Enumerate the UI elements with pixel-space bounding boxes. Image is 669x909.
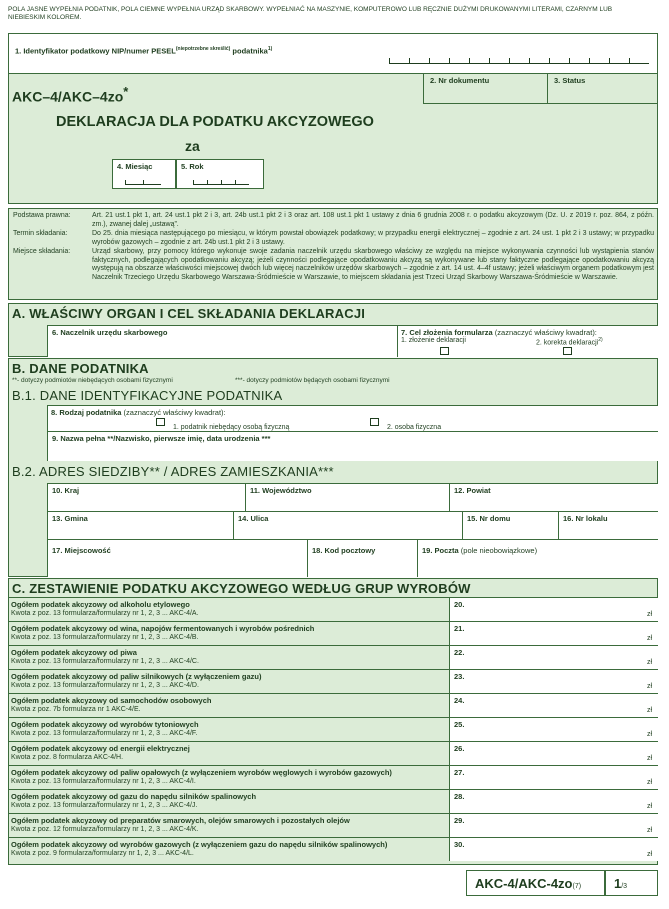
row-subtitle: Kwota z poz. 9 formularza/formularzy nr 1, 2, 3 ... AKC-4/L. xyxy=(11,850,194,857)
amount-field[interactable] xyxy=(449,814,658,837)
full-name-field[interactable] xyxy=(47,431,658,461)
purpose-option-1-label: 1. złożenie deklaracji xyxy=(401,337,466,344)
commune-field[interactable] xyxy=(47,511,233,539)
month-field[interactable] xyxy=(112,159,176,189)
street-label: 14. Ulica xyxy=(238,514,269,523)
status-field xyxy=(547,74,657,104)
currency-label: zł xyxy=(646,731,652,738)
currency-label: zł xyxy=(646,635,652,642)
city-field[interactable] xyxy=(47,539,307,577)
page-number: 1/3 xyxy=(614,876,628,891)
amount-field[interactable] xyxy=(449,718,658,741)
county-field[interactable] xyxy=(449,483,658,511)
apartment-number-field[interactable] xyxy=(558,511,658,539)
row-subtitle: Kwota z poz. 7b formularza nr 1 AKC-4/E. xyxy=(11,706,141,713)
row-description xyxy=(8,694,449,717)
apartment-number-label: 16. Nr lokalu xyxy=(563,514,608,523)
taxpayer-type-1-checkbox[interactable] xyxy=(156,418,165,426)
row-title: Ogółem podatek akcyzowy od preparatów smarowych, olejów smarowych i pozostałych olejów xyxy=(11,816,350,825)
tax-office-field[interactable] xyxy=(47,325,397,357)
amount-field[interactable] xyxy=(449,838,658,861)
house-number-label: 15. Nr domu xyxy=(467,514,511,523)
currency-label: zł xyxy=(646,779,652,786)
row-description xyxy=(8,838,449,861)
za-label: za xyxy=(185,138,200,154)
amount-field-number: 27. xyxy=(454,768,465,777)
amount-field-number: 22. xyxy=(454,648,465,657)
section-a xyxy=(8,303,658,357)
currency-label: zł xyxy=(646,659,652,666)
amount-field[interactable] xyxy=(449,766,658,789)
table-row xyxy=(8,717,658,741)
page-number-box xyxy=(605,870,658,896)
table-row xyxy=(8,621,658,645)
footer-code-box xyxy=(466,870,605,896)
section-b-title: B. DANE PODATNIKA xyxy=(12,361,149,376)
status-label: 3. Status xyxy=(554,76,586,85)
post-office-label: 19. Poczta (pole nieobowiązkowe) xyxy=(422,546,538,555)
section-b1-title: B.1. DANE IDENTYFIKACYJNE PODATNIKA xyxy=(12,388,283,403)
country-field[interactable] xyxy=(47,483,245,511)
row-title: Ogółem podatek akcyzowy od energii elektrycznej xyxy=(11,744,190,753)
taxpayer-type-label: 8. Rodzaj podatnika (zaznaczyć właściwy kwadrat): xyxy=(51,408,226,417)
amount-field[interactable] xyxy=(449,622,658,645)
amount-field[interactable] xyxy=(449,646,658,669)
deadline-key: Termin składania: xyxy=(13,230,68,237)
deadline-value: Do 25. dnia miesiąca następującego po miesiącu, w którym powstał obowiązek podatkowy; w przypadku energii elektrycznej – zgodnie z art. 24 ust. 1 pkt 2 i 3 ustawy; w przypadku wyrobów gazowych – zgodnie z art. 24b ust.1 pkt 2 i 3 ustawy. xyxy=(92,230,654,246)
taxpayer-type-field xyxy=(47,405,658,431)
row-title: Ogółem podatek akcyzowy od piwa xyxy=(11,648,137,657)
row-title: Ogółem podatek akcyzowy od wina, napojów fermentowanych i wyrobów pośrednich xyxy=(11,624,315,633)
county-label: 12. Powiat xyxy=(454,486,491,495)
section-b xyxy=(8,358,658,577)
note-non-person: **- dotyczy podmiotów niebędących osobami fizycznymi xyxy=(12,377,173,384)
table-row xyxy=(8,597,658,621)
row-description xyxy=(8,622,449,645)
row-subtitle: Kwota z poz. 13 formularza/formularzy nr 1, 2, 3 ... AKC-4/D. xyxy=(11,682,199,689)
house-number-field[interactable] xyxy=(462,511,558,539)
table-row xyxy=(8,837,658,861)
place-value: Urząd skarbowy, przy pomocy którego wykonuje swoje zadania naczelnik urzędu skarbowego właściwy ze względu na miejsce wykonywania czynności lub wystąpienia stanów faktycznych, podlegających opodatkowaniu akcyzą; jeżeli czynności podlegające opodatkowaniu akcyzą są wykonywane lub stany faktyczne podlegające opodatkowaniu akcyzą występują na obszarze właściwości miejscowej dwóch lub więcej naczelników urzędów skarbowych – zgodnie z art. 14 ust. 4–4f ustawy; jeżeli właściwym organem podatkowym jest Naczelnik Trzeciego Urzędu Skarbowego Warszawa-Śródmieście w Warszawie, to miejscem składania jest Trzeci Urząd Skarbowy Warszawa-Śródmieście w Warszawie. xyxy=(92,248,654,281)
currency-label: zł xyxy=(646,851,652,858)
table-row xyxy=(8,813,658,837)
currency-label: zł xyxy=(646,755,652,762)
row-subtitle: Kwota z poz. 12 formularza/formularzy nr 1, 2, 3 ... AKC-4/K. xyxy=(11,826,199,833)
amount-field-number: 26. xyxy=(454,744,465,753)
row-description xyxy=(8,742,449,765)
amount-field-number: 23. xyxy=(454,672,465,681)
row-title: Ogółem podatek akcyzowy od paliw opałowych (z wyłączeniem wyrobów węglowych i wyrobów gazowych) xyxy=(11,768,392,777)
amount-field-number: 20. xyxy=(454,600,465,609)
document-number-field xyxy=(423,74,547,104)
row-description xyxy=(8,598,449,621)
nip-label: 1. Identyfikator podatkowy NIP/numer $PESEL^{(niepotrzebne skreślić)}$ podatnika$^{1)}$ xyxy=(15,46,273,56)
currency-label: zł xyxy=(646,611,652,618)
row-description xyxy=(8,766,449,789)
row-description xyxy=(8,670,449,693)
row-title: Ogółem podatek akcyzowy od wyrobów tytoniowych xyxy=(11,720,199,729)
row-subtitle: Kwota z poz. 8 formularza AKC-4/H. xyxy=(11,754,124,761)
row-subtitle: Kwota z poz. 13 formularza/formularzy nr 1, 2, 3 ... AKC-4/A. xyxy=(11,610,199,617)
purpose-option-2-label: 2. korekta deklaracji$^{2)}$ xyxy=(536,337,603,347)
taxpayer-type-1-label: 1. podatnik niebędący osobą fizyczną xyxy=(173,424,290,431)
currency-label: zł xyxy=(646,803,652,810)
row-description xyxy=(8,646,449,669)
section-c-title: C. ZESTAWIENIE PODATKU AKCYZOWEGO WEDŁUG GRUP WYROBÓW xyxy=(12,581,471,596)
year-ticks xyxy=(193,180,249,185)
currency-label: zł xyxy=(646,707,652,714)
table-row xyxy=(8,645,658,669)
footer-code: AKC-4/AKC-4zo(7) xyxy=(475,876,582,891)
form-code: AKC–4/AKC–4zo* xyxy=(12,84,129,105)
country-label: 10. Kraj xyxy=(52,486,80,495)
amount-field-number: 29. xyxy=(454,816,465,825)
tax-office-label: 6. Naczelnik urzędu skarbowego xyxy=(52,328,168,337)
form-purpose-field xyxy=(397,325,658,357)
month-ticks xyxy=(125,180,161,185)
row-title: Ogółem podatek akcyzowy od alkoholu etylowego xyxy=(11,600,190,609)
year-label: 5. Rok xyxy=(181,162,204,171)
table-row xyxy=(8,693,658,717)
legal-basis-value: Art. 21 ust.1 pkt 1, art. 24 ust.1 pkt 2 i 3, art. 24b ust.1 pkt 2 i 3 oraz art. 108 ust.1 pkt 1 ustawy z dnia 6 grudnia 2008 r. o podatku akcyzowym (Dz. U. z 2019 r. poz. 864, z późn. zm.), zwanej dalej „ustawą”. xyxy=(92,212,654,228)
row-subtitle: Kwota z poz. 13 formularza/formularzy nr 1, 2, 3 ... AKC-4/I. xyxy=(11,778,196,785)
full-name-label: 9. Nazwa pełna **/Nazwisko, pierwsze imię, data urodzenia *** xyxy=(52,434,271,443)
voivodeship-field[interactable] xyxy=(245,483,449,511)
nip-ticks xyxy=(389,58,649,64)
section-a-title: A. WŁAŚCIWY ORGAN I CEL SKŁADANIA DEKLARACJI xyxy=(12,306,366,321)
amount-field-number: 30. xyxy=(454,840,465,849)
row-description xyxy=(8,718,449,741)
amount-field[interactable] xyxy=(449,694,658,717)
currency-label: zł xyxy=(646,683,652,690)
amount-field[interactable] xyxy=(449,598,658,621)
month-label: 4. Miesiąc xyxy=(117,162,153,171)
document-number-label: 2. Nr dokumentu xyxy=(430,76,490,85)
row-title: Ogółem podatek akcyzowy od gazu do napędu silników spalinowych xyxy=(11,792,257,801)
table-row xyxy=(8,741,658,765)
page-title: DEKLARACJA DLA PODATKU AKCYZOWEGO xyxy=(56,114,374,130)
amount-field[interactable] xyxy=(449,790,658,813)
amount-field-number: 28. xyxy=(454,792,465,801)
row-subtitle: Kwota z poz. 13 formularza/formularzy nr 1, 2, 3 ... AKC-4/J. xyxy=(11,802,198,809)
section-b2-title: B.2. ADRES SIEDZIBY** / ADRES ZAMIESZKANIA*** xyxy=(12,464,334,479)
row-title: Ogółem podatek akcyzowy od paliw silnikowych (z wyłączeniem gazu) xyxy=(11,672,262,681)
table-row xyxy=(8,789,658,813)
row-description xyxy=(8,790,449,813)
street-field[interactable] xyxy=(233,511,462,539)
amount-field[interactable] xyxy=(449,670,658,693)
legal-block xyxy=(8,208,658,300)
currency-label: zł xyxy=(646,827,652,834)
row-subtitle: Kwota z poz. 13 formularza/formularzy nr 1, 2, 3 ... AKC-4/C. xyxy=(11,658,199,665)
top-note: POLA JASNE WYPEŁNIA PODATNIK, POLA CIEMNE WYPEŁNIA URZĄD SKARBOWY. WYPEŁNIAĆ NA MASZYNIE, KOMPUTEROWO LUB RĘCZNIE DUŻYMI DRUKOWANYMI LITERAMI, CZARNYM LUB NIEBIESKIM KOLOREM. xyxy=(8,6,613,21)
amount-field[interactable] xyxy=(449,742,658,765)
year-field[interactable] xyxy=(176,159,264,189)
row-description xyxy=(8,814,449,837)
table-row xyxy=(8,669,658,693)
row-subtitle: Kwota z poz. 13 formularza/formularzy nr 1, 2, 3 ... AKC-4/B. xyxy=(11,634,199,641)
city-label: 17. Miejscowość xyxy=(52,546,111,555)
form-purpose-label: 7. Cel złożenia formularza (zaznaczyć właściwy kwadrat): xyxy=(401,328,597,337)
amount-field-number: 21. xyxy=(454,624,465,633)
commune-label: 13. Gmina xyxy=(52,514,88,523)
amount-field-number: 24. xyxy=(454,696,465,705)
table-row xyxy=(8,765,658,789)
amount-field-number: 25. xyxy=(454,720,465,729)
postal-code-label: 18. Kod pocztowy xyxy=(312,546,376,555)
legal-basis-key: Podstawa prawna: xyxy=(13,212,71,219)
purpose-option-2-checkbox[interactable] xyxy=(563,347,572,355)
place-key: Miejsce składania: xyxy=(13,248,71,255)
voivodeship-label: 11. Województwo xyxy=(250,486,312,495)
purpose-option-1-checkbox[interactable] xyxy=(440,347,449,355)
postal-code-field[interactable] xyxy=(307,539,417,577)
taxpayer-type-2-checkbox[interactable] xyxy=(370,418,379,426)
nip-field[interactable] xyxy=(9,34,657,74)
row-subtitle: Kwota z poz. 13 formularza/formularzy nr 1, 2, 3 ... AKC-4/F. xyxy=(11,730,198,737)
note-person: ***- dotyczy podmiotów będących osobami fizycznymi xyxy=(235,377,390,384)
row-title: Ogółem podatek akcyzowy od wyrobów gazowych (z wyłączeniem gazu do napędu silników spalinowych) xyxy=(11,840,388,849)
taxpayer-type-2-label: 2. osoba fizyczna xyxy=(387,424,442,431)
row-title: Ogółem podatek akcyzowy od samochodów osobowych xyxy=(11,696,212,705)
post-office-field[interactable] xyxy=(417,539,658,577)
